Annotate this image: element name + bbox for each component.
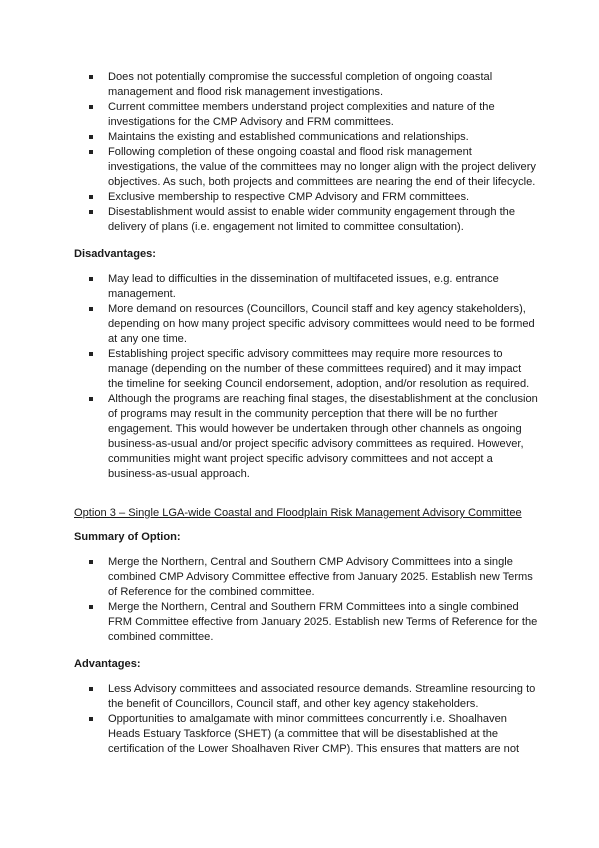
square-bullet-icon <box>89 210 93 214</box>
square-bullet-icon <box>89 75 93 79</box>
bullet-list-top <box>74 70 539 235</box>
option-3-title: Option 3 – Single LGA-wide Coastal and Floodplain Risk Management Advisory Committee <box>74 507 522 519</box>
disadvantages-list <box>74 272 539 482</box>
square-bullet-icon <box>89 397 93 401</box>
list-item: Merge the Northern, Central and Southern CMP Advisory Committees into a single combined CMP Advisory Committee effective from January 2025. Establish new Terms of Reference for the combined committee. <box>74 555 539 600</box>
list-item: Although the programs are reaching final stages, the disestablishment at the conclusion of programs may result in the community perception that there will be no further engagement. This would however be undertaken through other channels as ongoing business-as-usual and/or project specific advisory committees as required. However, communities might want project specific advisory committees and not accept a business-as-usual approach. <box>74 392 539 482</box>
list-item: Exclusive membership to respective CMP Advisory and FRM committees. <box>74 190 539 205</box>
summary-list <box>74 555 539 645</box>
square-bullet-icon <box>89 150 93 154</box>
square-bullet-icon <box>89 352 93 356</box>
square-bullet-icon <box>89 105 93 109</box>
square-bullet-icon <box>89 560 93 564</box>
list-item: Following completion of these ongoing coastal and flood risk management investigations, the value of the committees may no longer align with the project delivery objectives. As such, both projects and committees are nearing the end of their lifecycle. <box>74 145 539 190</box>
list-item: Merge the Northern, Central and Southern FRM Committees into a single combined FRM Committee effective from January 2025. Establish new Terms of Reference for the combined committee. <box>74 600 539 645</box>
advantages-heading: Advantages: <box>74 658 141 670</box>
square-bullet-icon <box>89 307 93 311</box>
advantages-list <box>74 682 539 757</box>
square-bullet-icon <box>89 277 93 281</box>
list-item: Current committee members understand project complexities and nature of the investigations for the CMP Advisory and FRM committees. <box>74 100 539 130</box>
list-item: Opportunities to amalgamate with minor committees concurrently i.e. Shoalhaven Heads Estuary Taskforce (SHET) (a committee that will be disestablished at the certification of the Lower Shoalhaven River CMP). This ensures that matters are not <box>74 712 539 757</box>
square-bullet-icon <box>89 717 93 721</box>
disadvantages-heading: Disadvantages: <box>74 248 157 260</box>
list-item: Maintains the existing and established communications and relationships. <box>74 130 539 145</box>
summary-heading: Summary of Option: <box>74 531 181 543</box>
square-bullet-icon <box>89 605 93 609</box>
square-bullet-icon <box>89 195 93 199</box>
list-item: Less Advisory committees and associated resource demands. Streamline resourcing to the benefit of Councillors, Council staff, and other key agency stakeholders. <box>74 682 539 712</box>
list-item: Does not potentially compromise the successful completion of ongoing coastal management and flood risk management investigations. <box>74 70 539 100</box>
square-bullet-icon <box>89 135 93 139</box>
list-item: More demand on resources (Councillors, Council staff and key agency stakeholders), depending on how many project specific advisory committees would need to be formed at any one time. <box>74 302 539 347</box>
list-item: Establishing project specific advisory committees may require more resources to manage (depending on the number of these committees required) and it may impact the timeline for seeking Council endorsement, adoption, and/or resolution as required. <box>74 347 539 392</box>
list-item: May lead to difficulties in the dissemination of multifaceted issues, e.g. entrance management. <box>74 272 539 302</box>
list-item: Disestablishment would assist to enable wider community engagement through the delivery of plans (i.e. engagement not limited to committee consultation). <box>74 205 539 235</box>
square-bullet-icon <box>89 687 93 691</box>
